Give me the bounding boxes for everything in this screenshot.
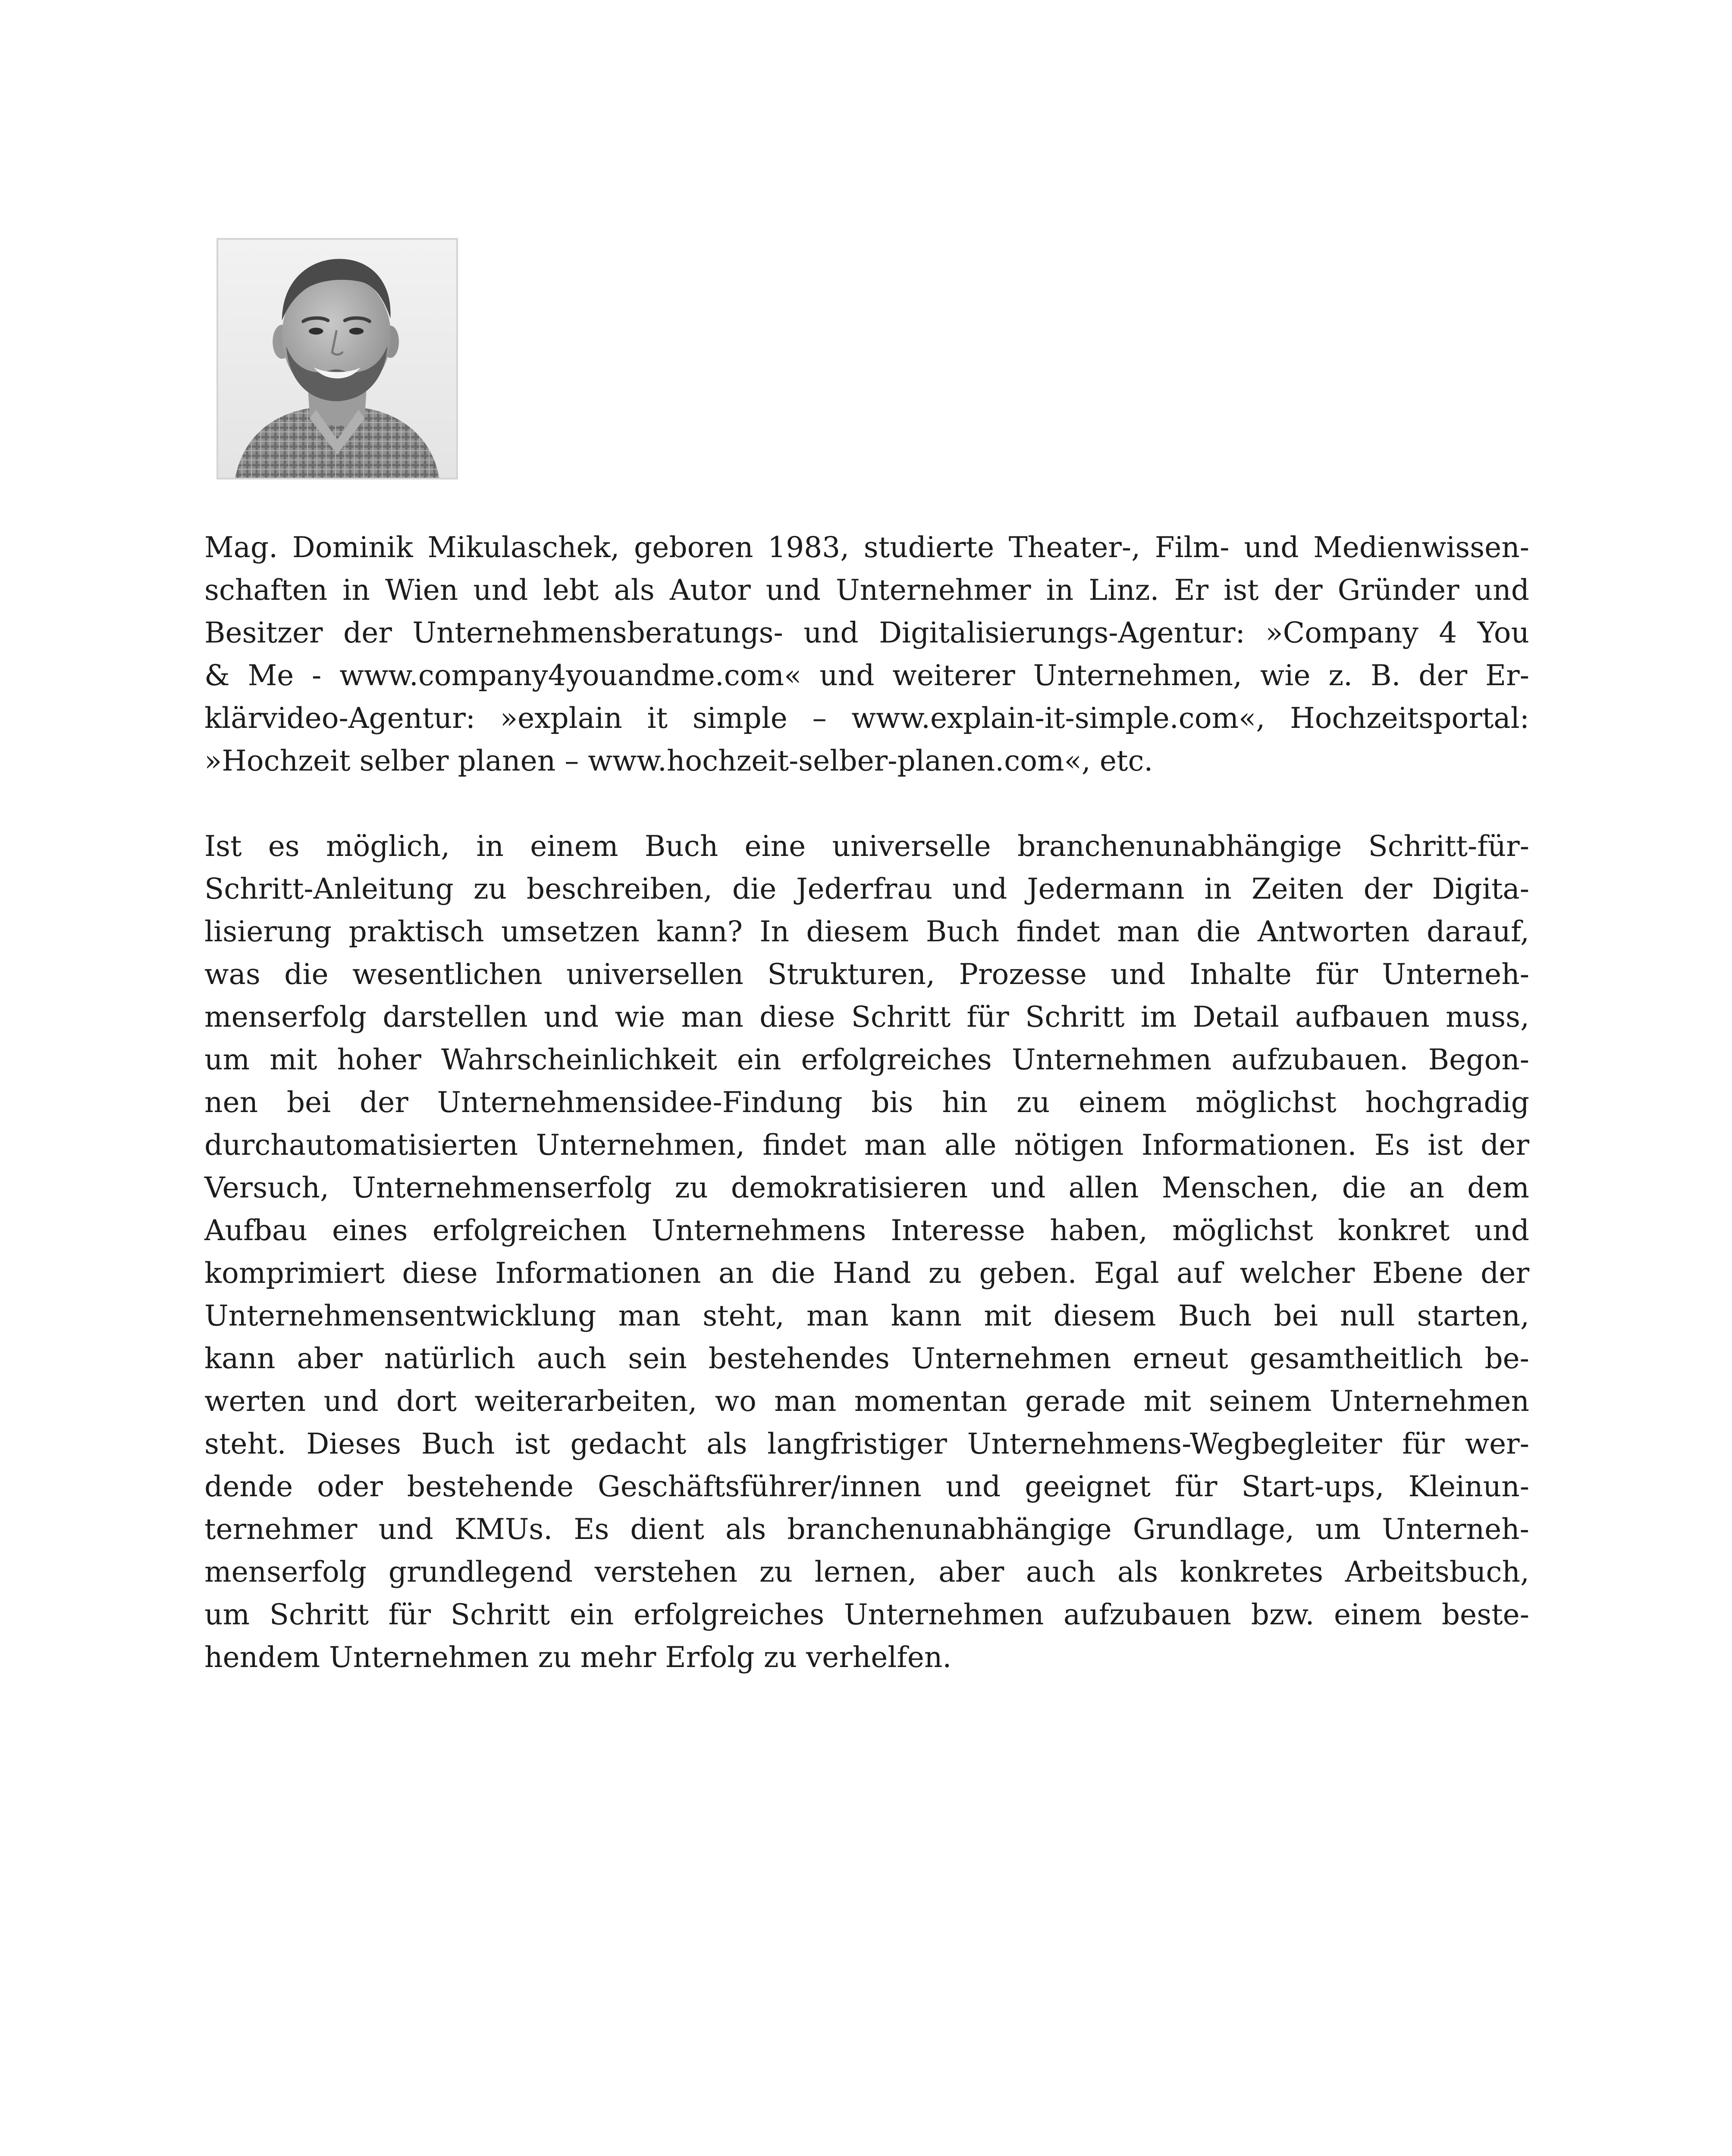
description-line: was die wesentlichen universellen Strukturen, Prozesse und Inhalte für Unterneh-	[204, 958, 1529, 991]
description-line: hendem Unternehmen zu mehr Erfolg zu verhelfen.	[204, 1641, 952, 1674]
description-line: kann aber natürlich auch sein bestehendes Unternehmen erneut gesamtheitlich be-	[204, 1342, 1529, 1375]
bio-line: Besitzer der Unternehmensberatungs- und Digitalisierungs-Agentur: »Company 4 You	[204, 616, 1529, 649]
author-portrait-icon	[218, 240, 456, 478]
description-line: durchautomatisierten Unternehmen, findet man alle nötigen Informationen. Es ist der	[204, 1128, 1529, 1162]
description-line: Schritt-Anleitung zu beschreiben, die Jederfrau und Jedermann in Zeiten der Digita-	[204, 872, 1529, 906]
description-line: werten und dort weiterarbeiten, wo man momentan gerade mit seinem Unternehmen	[204, 1385, 1529, 1418]
description-line: Versuch, Unternehmenserfolg zu demokratisieren und allen Menschen, die an dem	[204, 1171, 1529, 1204]
description-line: Unternehmensentwicklung man steht, man kann mit diesem Buch bei null starten,	[204, 1299, 1529, 1332]
author-photo	[216, 238, 458, 479]
description-line: um Schritt für Schritt ein erfolgreiches Unternehmen aufzubauen bzw. einem beste-	[204, 1598, 1529, 1631]
bio-line: »Hochzeit selber planen – www.hochzeit-selber-planen.com«, etc.	[204, 744, 1153, 777]
description-line: um mit hoher Wahrscheinlichkeit ein erfolgreiches Unternehmen aufzubauen. Begon-	[204, 1043, 1529, 1076]
bio-line: & Me - www.company4youandme.com« und weiterer Unternehmen, wie z. B. der Er-	[204, 659, 1529, 692]
description-line: komprimiert diese Informationen an die Hand zu geben. Egal auf welcher Ebene der	[204, 1257, 1529, 1290]
description-line: nen bei der Unternehmensidee-Findung bis hin zu einem möglichst hochgradig	[204, 1086, 1529, 1119]
bio-line: klärvideo-Agentur: »explain it simple – www.explain-it-simple.com«, Hochzeitsportal:	[204, 702, 1529, 735]
bio-line: schaften in Wien und lebt als Autor und Unternehmer in Linz. Er ist der Gründer und	[204, 573, 1529, 607]
description-line: steht. Dieses Buch ist gedacht als langfristiger Unternehmens-Wegbegleiter für wer-	[204, 1427, 1529, 1460]
bio-line: Mag. Dominik Mikulaschek, geboren 1983, studierte Theater-, Film- und Medienwissen-	[204, 531, 1529, 564]
book-description	[204, 825, 1529, 1679]
description-line: dende oder bestehende Geschäftsführer/innen und geeignet für Start-ups, Kleinun-	[204, 1470, 1529, 1503]
description-line: Ist es möglich, in einem Buch eine universelle branchenunabhängige Schritt-für-	[204, 830, 1529, 863]
description-line: Aufbau eines erfolgreichen Unternehmens Interesse haben, möglichst konkret und	[204, 1214, 1529, 1247]
description-line: lisierung praktisch umsetzen kann? In diesem Buch findet man die Antworten darauf,	[204, 915, 1529, 948]
author-bio	[204, 526, 1529, 782]
description-line: ternehmer und KMUs. Es dient als branchenunabhängige Grundlage, um Unterneh-	[204, 1513, 1529, 1546]
description-line: menserfolg darstellen und wie man diese Schritt für Schritt im Detail aufbauen muss,	[204, 1000, 1529, 1034]
description-line: menserfolg grundlegend verstehen zu lernen, aber auch als konkretes Arbeitsbuch,	[204, 1555, 1529, 1589]
